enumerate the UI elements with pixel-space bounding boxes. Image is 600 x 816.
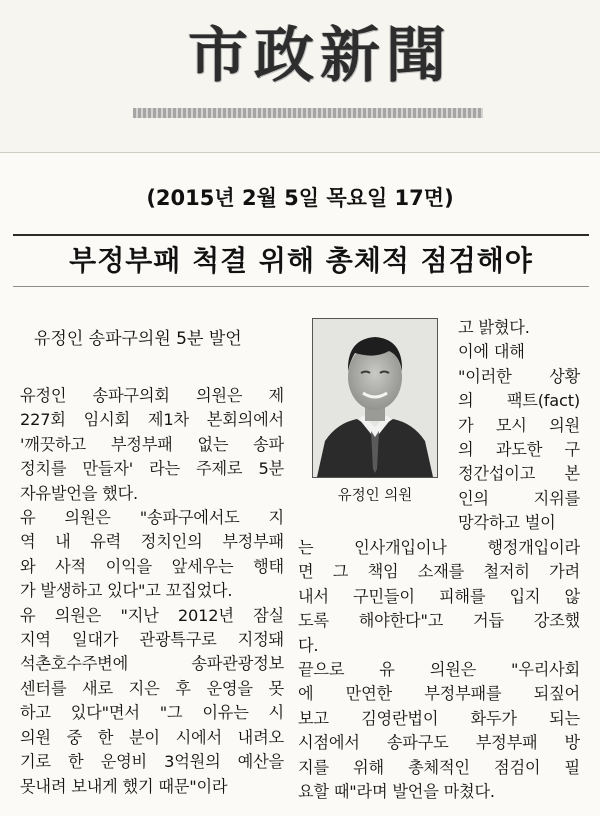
article-line: 227회 임시회 제1차 본회의에서: [20, 410, 284, 430]
article-line: 석촌호수주변에 송파관광정보: [20, 654, 284, 674]
article-line: 정치를 만들자' 라는 주제로 5분: [20, 459, 284, 479]
article-line: 시점에서 송파구도 부정부패 방: [298, 733, 580, 753]
article-line: 의 과도한 구: [458, 440, 580, 460]
article-line: 못내려 보내게 했기 때문"이라: [20, 776, 228, 796]
article-line: 고 밝혔다.: [458, 318, 530, 337]
article-line: 유 의원은 "송파구에서도 지: [20, 508, 284, 528]
article-line: 정간섭이고 본: [458, 464, 580, 484]
article-headline: 부정부패 척결 위해 총체적 점검해야: [69, 244, 533, 277]
article-body-left-column: [20, 384, 284, 799]
article-line: 끝으로 유 의원은 "우리사회: [298, 660, 580, 680]
article-line: 내서 구민들이 피해를 입지 않: [298, 586, 580, 606]
article-body-right-bottom-column: [298, 536, 580, 804]
article-line: 자유발언을 했다.: [20, 483, 138, 503]
photo-caption: 유정인 의원: [337, 488, 413, 504]
publication-dateline: (2015년 2월 5일 목요일 17면): [146, 186, 454, 210]
article-line: 의원 중 한 분이 시에서 내려오: [20, 727, 284, 747]
portrait-photo: [312, 318, 438, 478]
article-line: 보고 김영란법이 화두가 되는: [298, 708, 580, 728]
article-body-right-top-column: [458, 316, 580, 536]
masthead-rule: [133, 108, 483, 118]
article-line: 역 내 유력 정치인의 부정부패: [20, 532, 284, 552]
article-line: 유 의원은 "지난 2012년 잠실: [20, 605, 284, 625]
article-line: 지를 위해 총체적인 점검이 필: [298, 757, 580, 777]
article-line: 하고 있다"면서 "그 이유는 시: [20, 703, 284, 723]
article-subhead: 유정인 송파구의원 5분 발언: [34, 329, 242, 349]
article-line: 망각하고 벌이: [458, 513, 556, 533]
article-line: 인의 지위를: [458, 488, 580, 508]
article-line: 기로 한 운영비 3억원의 예산을: [20, 752, 284, 772]
article-line: 의 팩트(fact): [458, 391, 580, 411]
article-line: 에 만연한 부정부패를 되짚어: [298, 684, 580, 704]
article-line: 가 모시 의원: [458, 415, 580, 435]
article-line: 요할 때"라며 발언을 마쳤다.: [298, 782, 495, 802]
article-line: '깨끗하고 부정부패 없는 송파: [20, 434, 284, 454]
article-line: "이러한 상황: [458, 366, 580, 386]
portrait-figure-icon: [313, 319, 437, 477]
article-line: 는 인사개입이나 행정개입이라: [298, 538, 580, 557]
article-line: 지역 일대가 관광특구로 지정돼: [20, 630, 284, 650]
newspaper-masthead: [0, 0, 600, 153]
article-line: 다.: [298, 635, 319, 655]
article-line: 면 그 책임 소재를 철저히 가려: [298, 562, 580, 582]
headline-box: [13, 234, 589, 287]
newspaper-name: 市政新聞: [188, 21, 452, 91]
article-line: 유정인 송파구의회 의원은 제: [20, 386, 284, 405]
article-line: 가 발생하고 있다"고 꼬집었다.: [20, 581, 233, 601]
article-line: 센터를 새로 지은 후 운영을 못: [20, 678, 284, 698]
article-line: 와 사적 이익을 앞세우는 행태: [20, 556, 284, 576]
article-line: 이에 대해: [458, 342, 525, 362]
article-line: 도록 해야한다"고 거듭 강조했: [298, 611, 580, 631]
